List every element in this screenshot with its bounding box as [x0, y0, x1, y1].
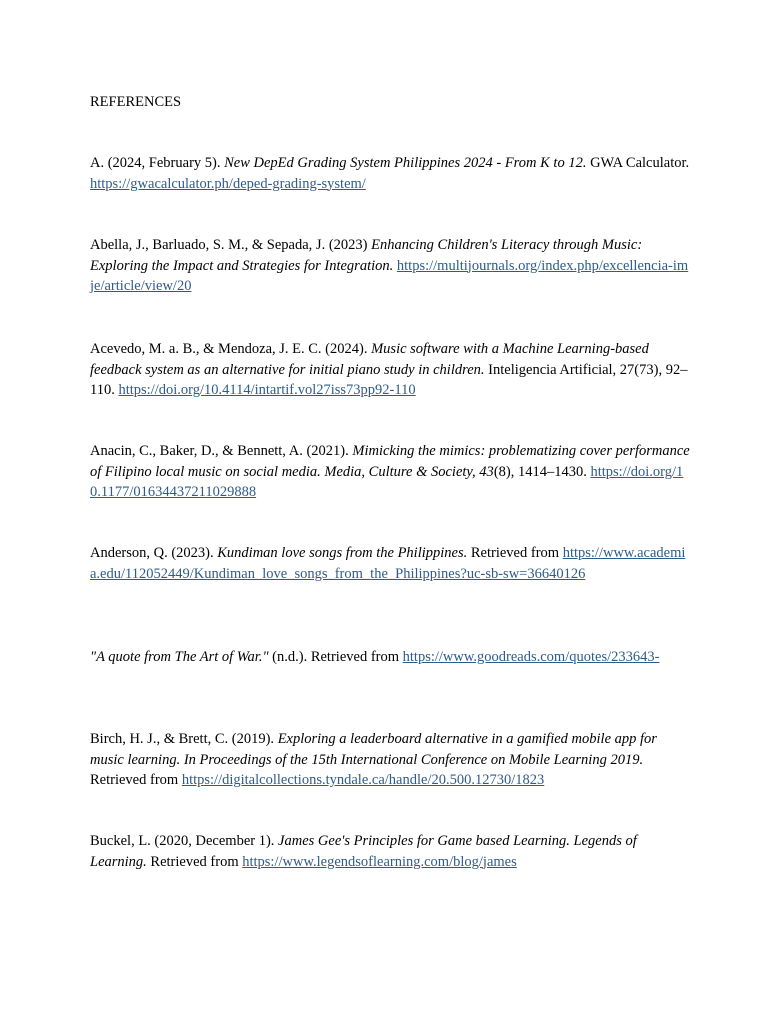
- reference-link[interactable]: https://doi.org/10.1177/01634437211029888: [90, 463, 684, 501]
- reference-title: "A quote from The Art of War.": [90, 649, 269, 665]
- reference-authors: Birch, H. J., & Brett, C. (2019).: [90, 731, 278, 747]
- reference-source: Inteligencia Artificial, 27(73), 92–110.: [90, 361, 688, 399]
- reference-entry: [90, 153, 690, 194]
- reference-entry: [90, 235, 690, 297]
- reference-source: (n.d.). Retrieved from: [268, 649, 403, 665]
- reference-link[interactable]: https://multijournals.org/index.php/excellencia-imje/article/view/20: [90, 257, 689, 295]
- reference-source: Retrieved from: [467, 545, 563, 561]
- reference-title: Kundiman love songs from the Philippines.: [217, 545, 468, 561]
- reference-authors: Acevedo, M. a. B., & Mendoza, J. E. C. (2024).: [90, 341, 372, 357]
- reference-link[interactable]: https://www.academia.edu/112052449/Kundiman_love_songs_from_the_Philippines?uc-sb-sw=36640126: [90, 545, 686, 582]
- reference-entry: [90, 543, 690, 584]
- reference-entry: [90, 729, 690, 791]
- reference-title: Enhancing Children's Literacy through Music: Exploring the Impact and Strategies for Integration.: [90, 237, 643, 274]
- reference-authors: Buckel, L. (2020, December 1).: [90, 833, 279, 849]
- reference-authors: Anderson, Q. (2023).: [90, 545, 218, 561]
- reference-entry: [90, 647, 690, 668]
- page-heading: REFERENCES: [90, 94, 182, 110]
- reference-source: Retrieved from: [90, 772, 182, 789]
- reference-title: Exploring a leaderboard alternative in a gamified mobile app for music learning. In Proceedings of the 15th International Conference on Mobile Learning 2019.: [90, 731, 657, 768]
- reference-title: James Gee's Principles for Game based Learning. Legends of Learning.: [90, 833, 637, 870]
- reference-source: GWA Calculator.: [586, 155, 690, 171]
- reference-authors: A. (2024, February 5).: [90, 155, 225, 171]
- reference-source: Retrieved from: [146, 853, 243, 870]
- reference-link[interactable]: https://doi.org/10.4114/intartif.vol27iss73pp92-110: [118, 382, 416, 399]
- reference-link[interactable]: https://www.legendsoflearning.com/blog/james: [242, 853, 517, 870]
- reference-entry: [90, 441, 690, 503]
- reference-title: Mimicking the mimics: problematizing cover performance of Filipino local music on social media. Media, Culture & Society, 43: [90, 443, 690, 480]
- reference-title: New DepEd Grading System Philippines 2024 - From K to 12.: [224, 155, 587, 171]
- reference-link[interactable]: https://digitalcollections.tyndale.ca/handle/20.500.12730/1823: [181, 772, 545, 789]
- reference-title: Music software with a Machine Learning-based feedback system as an alternative for initial piano study in children.: [90, 341, 649, 378]
- reference-authors: Anacin, C., Baker, D., & Bennett, A. (2021).: [90, 443, 353, 459]
- reference-authors: Abella, J., Barluado, S. M., & Sepada, J. (2023): [90, 237, 372, 253]
- reference-entry: [90, 339, 690, 401]
- reference-entry: [90, 831, 690, 872]
- reference-link[interactable]: https://gwacalculator.ph/deped-grading-system/: [90, 175, 366, 192]
- reference-source: (8), 1414–1430.: [493, 463, 591, 480]
- reference-link[interactable]: https://www.goodreads.com/quotes/233643-: [402, 649, 660, 665]
